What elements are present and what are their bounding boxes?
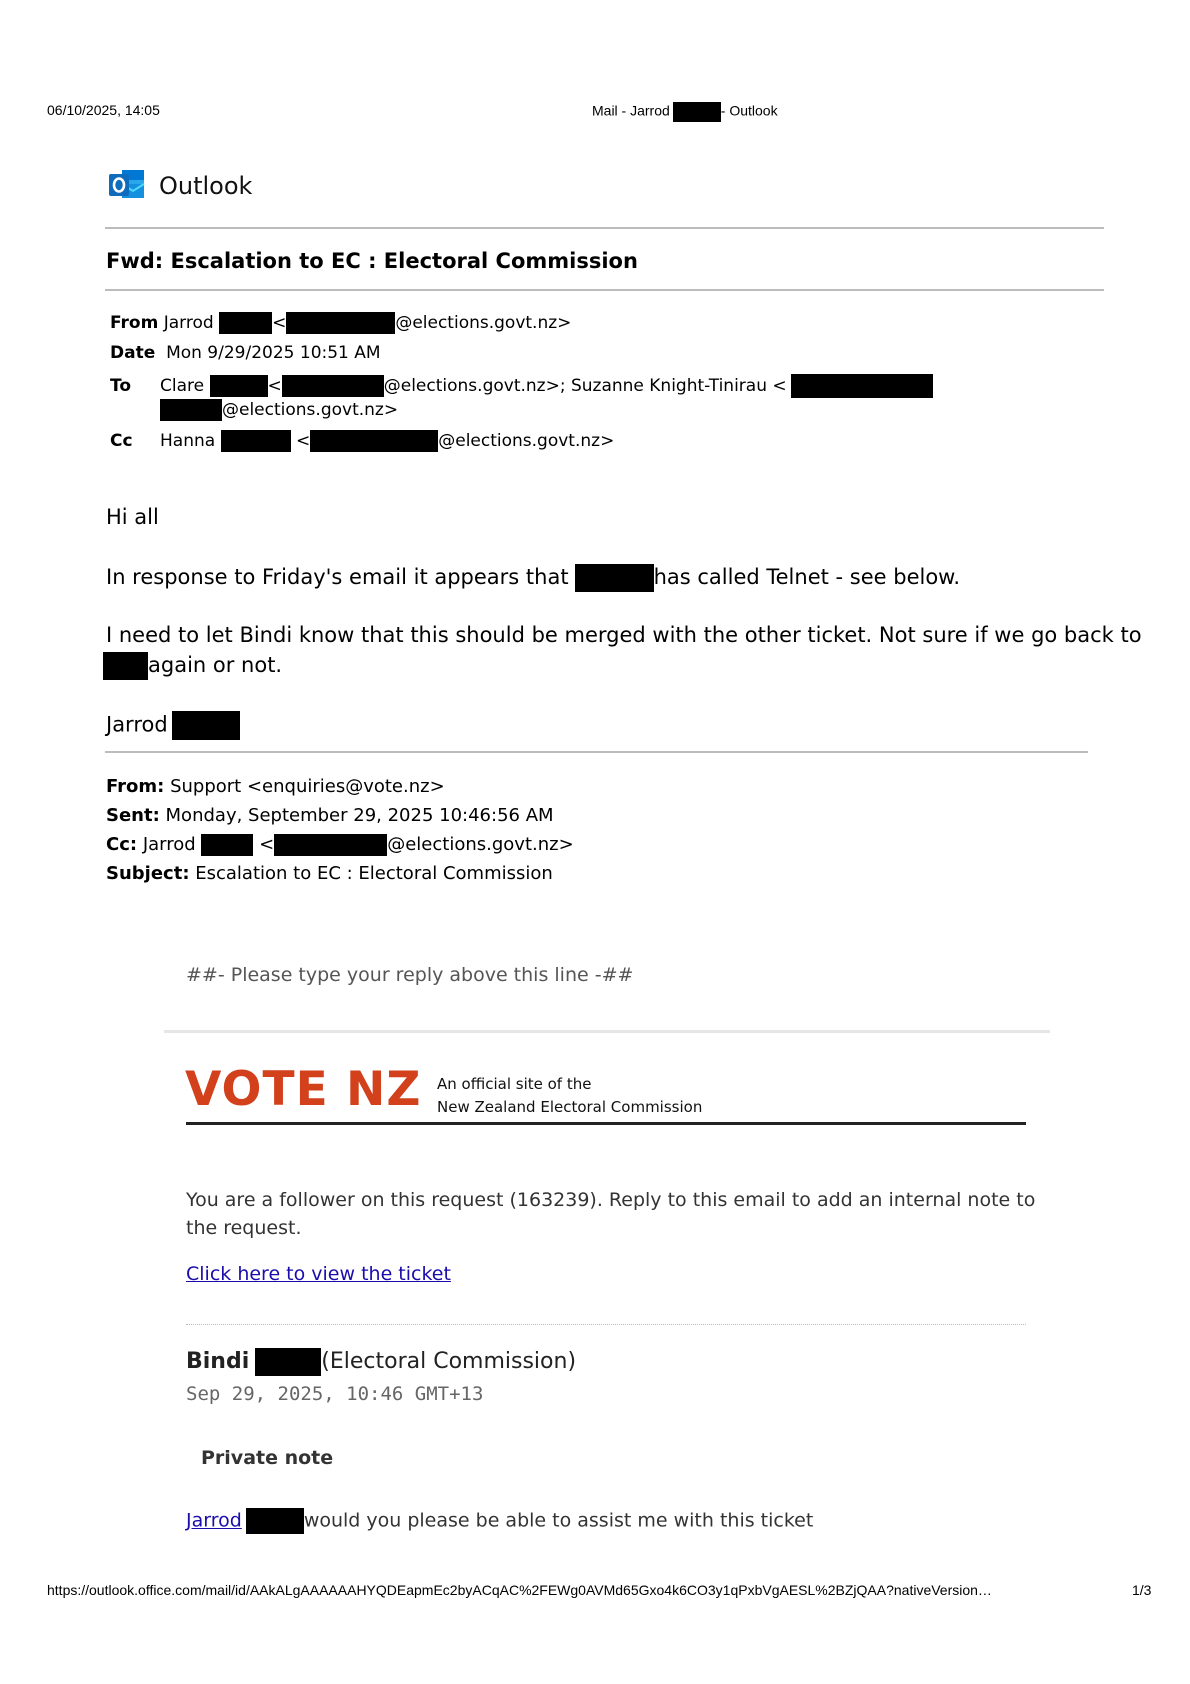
email-from: From Jarrod < @elections.govt.nz> (110, 313, 572, 333)
redaction (575, 564, 654, 592)
author-org: (Electoral Commission) (321, 1349, 577, 1374)
divider (164, 1030, 1050, 1033)
official-line-2: New Zealand Electoral Commission (437, 1098, 703, 1116)
date-label: Date (110, 343, 156, 363)
email-date (110, 343, 381, 363)
fwd-cc-label: Cc: (106, 834, 138, 855)
fwd-sent-label: Sent: (106, 805, 160, 826)
to-name-1[interactable]: Clare (160, 376, 205, 396)
to-label: To (110, 376, 132, 396)
private-note-text (186, 1508, 813, 1534)
mention-link[interactable]: Jarrod (186, 1509, 242, 1532)
reply-line: ##- Please type your reply above this line -## (186, 964, 634, 986)
paragraph-1 (106, 564, 960, 592)
redaction (219, 312, 272, 334)
cc-name[interactable]: Hanna (160, 431, 216, 451)
divider (186, 1122, 1026, 1125)
paragraph-1-start: In response to Friday's email it appears that (106, 565, 569, 589)
print-url: https://outlook.office.com/mail/id/AAkALgAAAAAAHYQDEapmEc2byACqAC%2FEWg0AVMd65Gxo4k6CO3y1qPxbVgAESL%2BZjQAA?nativeVersion… (47, 1582, 992, 1598)
email-cc: Cc Hanna < @elections.govt.nz> (110, 431, 615, 451)
redaction (274, 834, 387, 856)
redaction (286, 312, 395, 334)
date-value: Mon 9/29/2025 10:51 AM (166, 343, 381, 363)
redaction (201, 834, 253, 856)
signature-name: Jarrod (106, 712, 168, 737)
signature (106, 711, 240, 740)
fwd-from-value: Support <enquiries@vote.nz> (170, 776, 445, 797)
greeting: Hi all (106, 505, 159, 529)
redaction (310, 430, 438, 452)
redaction (103, 652, 148, 680)
from-label: From (110, 313, 159, 333)
to-domain-1: @elections.govt.nz>; Suzanne Knight-Tinirau < (383, 376, 787, 396)
redaction (221, 430, 291, 452)
redaction (246, 1508, 304, 1534)
follower-line-2: the request. (186, 1217, 302, 1239)
redaction (210, 375, 268, 397)
divider (105, 227, 1104, 229)
divider (186, 1324, 1026, 1325)
fwd-from-label: From: (106, 776, 165, 797)
private-note-label: Private note (201, 1447, 334, 1469)
comment-timestamp: Sep 29, 2025, 10:46 GMT+13 (186, 1383, 484, 1405)
redaction (255, 1348, 321, 1376)
comment-author (186, 1348, 576, 1376)
print-title-suffix: - Outlook (720, 102, 778, 119)
to-domain-2: @elections.govt.nz> (222, 400, 399, 420)
paragraph-2-continued (103, 652, 282, 680)
fwd-cc-name[interactable]: Jarrod (142, 834, 196, 855)
paragraph-2-end: again or not. (148, 653, 283, 677)
print-title (592, 102, 778, 122)
from-name[interactable]: Jarrod (163, 313, 214, 333)
page-number: 1/3 (1132, 1582, 1152, 1598)
author-first: Bindi (186, 1349, 250, 1374)
redaction (673, 102, 721, 122)
follower-notice (186, 1186, 1035, 1242)
fwd-subject-value: Escalation to EC : Electoral Commission (195, 863, 553, 884)
redaction (791, 374, 933, 398)
print-datetime: 06/10/2025, 14:05 (47, 102, 160, 118)
cc-label: Cc (110, 431, 133, 451)
follower-line-1: You are a follower on this request (163239). Reply to this email to add an internal note to (186, 1189, 1036, 1211)
cc-domain: @elections.govt.nz> (438, 431, 615, 451)
fwd-subject (106, 863, 553, 884)
app-name: Outlook (159, 172, 253, 200)
fwd-sent (106, 805, 554, 826)
fwd-cc-domain: @elections.govt.nz> (387, 834, 574, 855)
fwd-sent-value: Monday, September 29, 2025 10:46:56 AM (165, 805, 554, 826)
from-domain: @elections.govt.nz> (395, 313, 572, 333)
redaction (160, 399, 222, 421)
official-site-text (437, 1073, 702, 1119)
redaction (282, 375, 384, 397)
view-ticket-link[interactable]: Click here to view the ticket (186, 1263, 451, 1285)
fwd-subject-label: Subject: (106, 863, 190, 884)
email-subject: Fwd: Escalation to EC : Electoral Commission (106, 249, 638, 273)
email-to: To Clare < @elections.govt.nz>; Suzanne Knight-Tinirau < (110, 374, 933, 398)
fwd-from (106, 776, 445, 797)
divider (105, 289, 1104, 291)
print-title-prefix: Mail - Jarrod (592, 102, 670, 119)
paragraph-1-end: has called Telnet - see below. (653, 565, 961, 589)
fwd-cc: Cc: Jarrod < @elections.govt.nz> (106, 834, 574, 855)
paragraph-2: I need to let Bindi know that this should be merged with the other ticket. Not sure if we go back to (106, 623, 1142, 647)
redaction (172, 711, 240, 740)
note-body: would you please be able to assist me with this ticket (303, 1509, 814, 1532)
vote-nz-logo: VOTE NZ (185, 1062, 422, 1117)
official-line-1: An official site of the (437, 1075, 592, 1093)
email-to-continued (160, 399, 398, 421)
outlook-icon (108, 168, 146, 202)
divider (105, 751, 1088, 753)
